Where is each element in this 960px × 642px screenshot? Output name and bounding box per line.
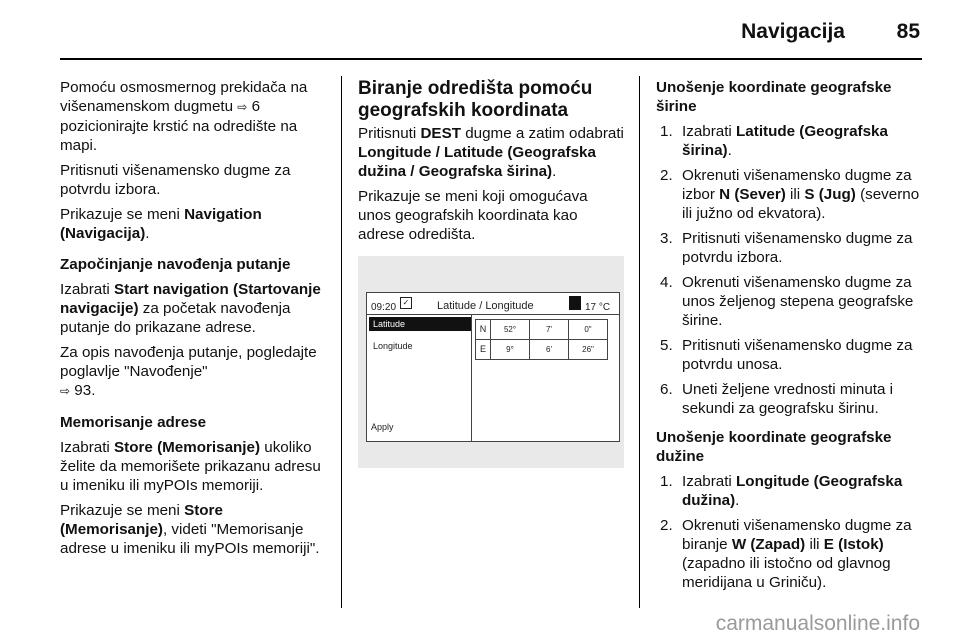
column-divider-2 xyxy=(639,76,640,608)
paragraph: Izabrati Start navigation (Startovanje navigacije) za početak navođenja putanje do prikazane adrese. xyxy=(60,281,321,336)
apply-button[interactable]: Apply xyxy=(371,422,394,432)
paragraph: Prikazuje se meni Store (Memorisanje), videti "Memorisanje adrese u imeniku ili myPOIs memoriji". xyxy=(60,502,320,557)
longitude-steps xyxy=(656,472,922,592)
paragraph: Izabrati Store (Memorisanje) ukoliko želite da memorišete prikazanu adresu u imeniku ili myPOIs memoriji. xyxy=(60,439,321,494)
step-item: 6. Uneti željene vrednosti minuta i sekundi za geografsku širinu. xyxy=(660,381,894,417)
check-icon: ✓ xyxy=(400,297,412,309)
paragraph: Pritisnuti DEST dugme a zatim odabrati Longitude / Latitude (Geografska dužina / Geografska širina). xyxy=(358,125,624,180)
paragraph: Prikazuje se meni Navigation (Navigacija). xyxy=(60,206,262,242)
minutes-cell[interactable]: 7' xyxy=(530,320,569,340)
coordinate-row xyxy=(476,320,608,340)
coordinate-row xyxy=(476,340,608,360)
latitude-steps xyxy=(656,122,922,418)
header-rule xyxy=(60,58,922,60)
column-3 xyxy=(656,78,922,598)
seconds-cell[interactable]: 0" xyxy=(569,320,608,340)
screen-status-bar xyxy=(367,293,619,315)
step-item: 5. Pritisnuti višenamensko dugme za potvrdu unosa. xyxy=(660,337,913,373)
seconds-cell[interactable]: 26" xyxy=(569,340,608,360)
paragraph: Prikazuje se meni koji omogućava unos geografskih koordinata kao adrese odredišta. xyxy=(358,188,588,243)
paragraph: Pritisnuti višenamensko dugme za potvrdu izbora. xyxy=(60,162,291,198)
screen-clock: 09:20 xyxy=(371,302,397,313)
degrees-cell[interactable]: 52° xyxy=(491,320,530,340)
step-item: 3. Pritisnuti višenamensko dugme za potvrdu izbora. xyxy=(660,230,913,266)
page-header-title: Navigacija xyxy=(741,20,845,43)
step-item: 1. Izabrati Latitude (Geografska širina). xyxy=(660,123,888,159)
screen-illustration xyxy=(358,256,624,468)
phone-icon xyxy=(569,296,581,310)
step-item: 1. Izabrati Longitude (Geografska dužina). xyxy=(660,473,903,509)
page-ref-arrow-icon: ⇨ xyxy=(60,384,71,398)
column-divider-1 xyxy=(341,76,342,608)
section-heading: Započinjanje navođenja putanje xyxy=(60,256,291,273)
section-heading: Unošenje koordinate geografske dužine xyxy=(656,429,892,465)
screen-temperature: 17 °C xyxy=(585,302,611,313)
paragraph: Za opis navođenja putanje, pogledajte poglavlje "Navođenje" ⇨ 93. xyxy=(60,344,317,399)
direction-cell[interactable]: N xyxy=(476,320,491,340)
section-heading: Unošenje koordinate geografske širine xyxy=(656,79,892,115)
step-item: 2. Okrenuti višenamensko dugme za biranje W (Zapad) ili E (Istok) (zapadno ili istočno od glavnog meridijana u Griniču). xyxy=(660,517,912,591)
step-item: 4. Okrenuti višenamensko dugme za unos željenog stepena geografske širine. xyxy=(660,274,914,329)
menu-item-longitude[interactable]: Longitude xyxy=(373,341,413,351)
paragraph: Pomoću osmosmernog prekidača na višenamenskom dugmetu ⇨ 6 pozicionirajte krstić na odredište na mapi. xyxy=(60,79,308,154)
direction-cell[interactable]: E xyxy=(476,340,491,360)
column-1 xyxy=(60,78,328,564)
minutes-cell[interactable]: 6' xyxy=(530,340,569,360)
section-heading: Memorisanje adrese xyxy=(60,414,207,431)
step-item: 2. Okrenuti višenamensko dugme za izbor N (Sever) ili S (Jug) (severno ili južno od ekvatora). xyxy=(660,167,920,222)
column-2 xyxy=(358,78,624,468)
menu-item-latitude[interactable]: Latitude xyxy=(369,317,471,331)
watermark: carmanualsonline.info xyxy=(715,612,920,635)
screen-title: Latitude / Longitude xyxy=(437,300,534,312)
page-ref-arrow-icon: ⇨ xyxy=(237,100,248,114)
infotainment-screen xyxy=(366,292,620,442)
degrees-cell[interactable]: 9° xyxy=(491,340,530,360)
screen-menu xyxy=(367,315,472,441)
coordinate-grid xyxy=(475,319,608,360)
section-title: Biranje odredišta pomoću geografskih koordinata xyxy=(358,78,593,121)
page-number: 85 xyxy=(896,20,920,43)
